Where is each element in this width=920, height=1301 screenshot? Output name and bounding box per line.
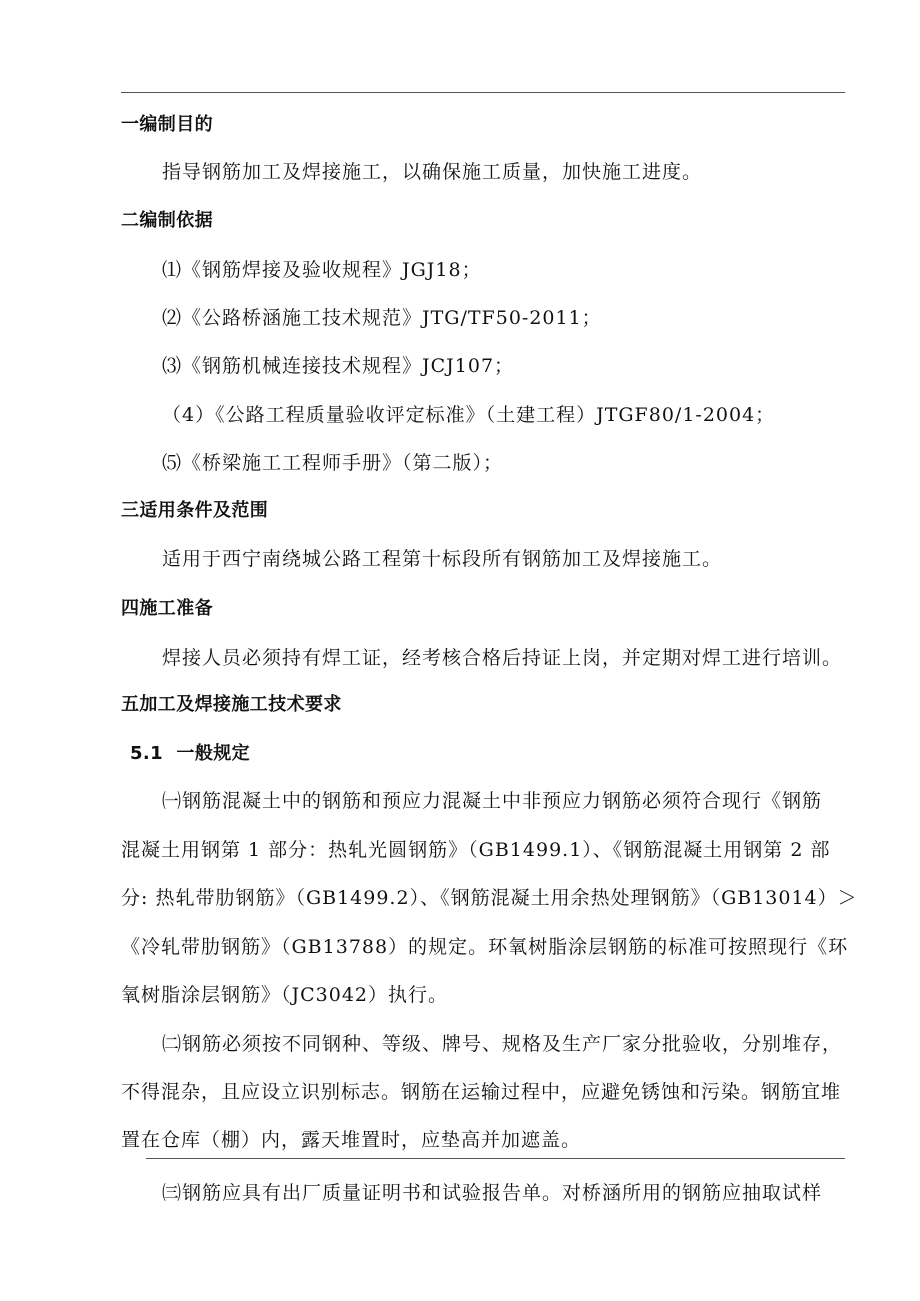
paragraph-line: ㈠钢筋混凝土中的钢筋和预应力混凝土中非预应力钢筋必须符合现行《钢筋 [162,790,823,812]
section-1-body: 指导钢筋加工及焊接施工，以确保施工质量，加快施工进度。 [162,161,703,183]
section-2-title: 二编制依据 [121,210,213,231]
section-4-title: 四施工准备 [121,598,213,619]
header-rule [121,92,845,93]
reference-item: ⑸《桥梁施工工程师手册》（第二版）； [162,452,504,474]
section-1-title: 一编制目的 [121,114,213,135]
paragraph-line: 《冷轧带肋钢筋》（GB13788）的规定。环氧树脂涂层钢筋的标准可按照现行《环 [121,936,849,958]
paragraph-line: ㈢钢筋应具有出厂质量证明书和试验报告单。对桥涵所用的钢筋应抽取试样 [162,1182,823,1204]
section-5-title: 五加工及焊接施工技术要求 [121,694,342,715]
paragraph-line: 氧树脂涂层钢筋》（JC3042）执行。 [121,984,449,1006]
page-break-rule [146,1158,845,1159]
reference-item: ⑶《钢筋机械连接技术规程》JCJ107； [162,355,515,377]
paragraph-line: 不得混杂，且应设立识别标志。钢筋在运输过程中，应避免锈蚀和污染。钢筋宜堆 [121,1081,842,1103]
paragraph-line: ㈡钢筋必须按不同钢种、等级、牌号、规格及生产厂家分批验收，分别堆存， [162,1033,843,1055]
reference-item: （4）《公路工程质量验收评定标准》（土建工程）JTGF80/1-2004； [162,404,776,426]
section-4-body: 焊接人员必须持有焊工证，经考核合格后持证上岗，并定期对焊工进行培训。 [162,647,843,669]
paragraph-line: 分: 热轧带肋钢筋》（GB1499.2）、《钢筋混凝土用余热处理钢筋》（GB13014）＞ [121,887,858,909]
reference-item: ⑵《公路桥涵施工技术规范》JTG/TF50-2011； [162,307,602,329]
reference-item: ⑴《钢筋焊接及验收规程》JGJ18； [162,259,482,281]
section-3-title: 三适用条件及范围 [121,500,269,521]
paragraph-line: 混凝土用钢第 1 部分：热轧光圆钢筋》（GB1499.1）、《钢筋混凝土用钢第 2 部 [121,839,831,861]
paragraph-line: 置在仓库（棚）内，露天堆置时，应垫高并加遮盖。 [121,1129,582,1151]
subsection-5-1-title: 5.1 一般规定 [130,743,251,764]
section-3-body: 适用于西宁南绕城公路工程第十标段所有钢筋加工及焊接施工。 [162,548,723,570]
